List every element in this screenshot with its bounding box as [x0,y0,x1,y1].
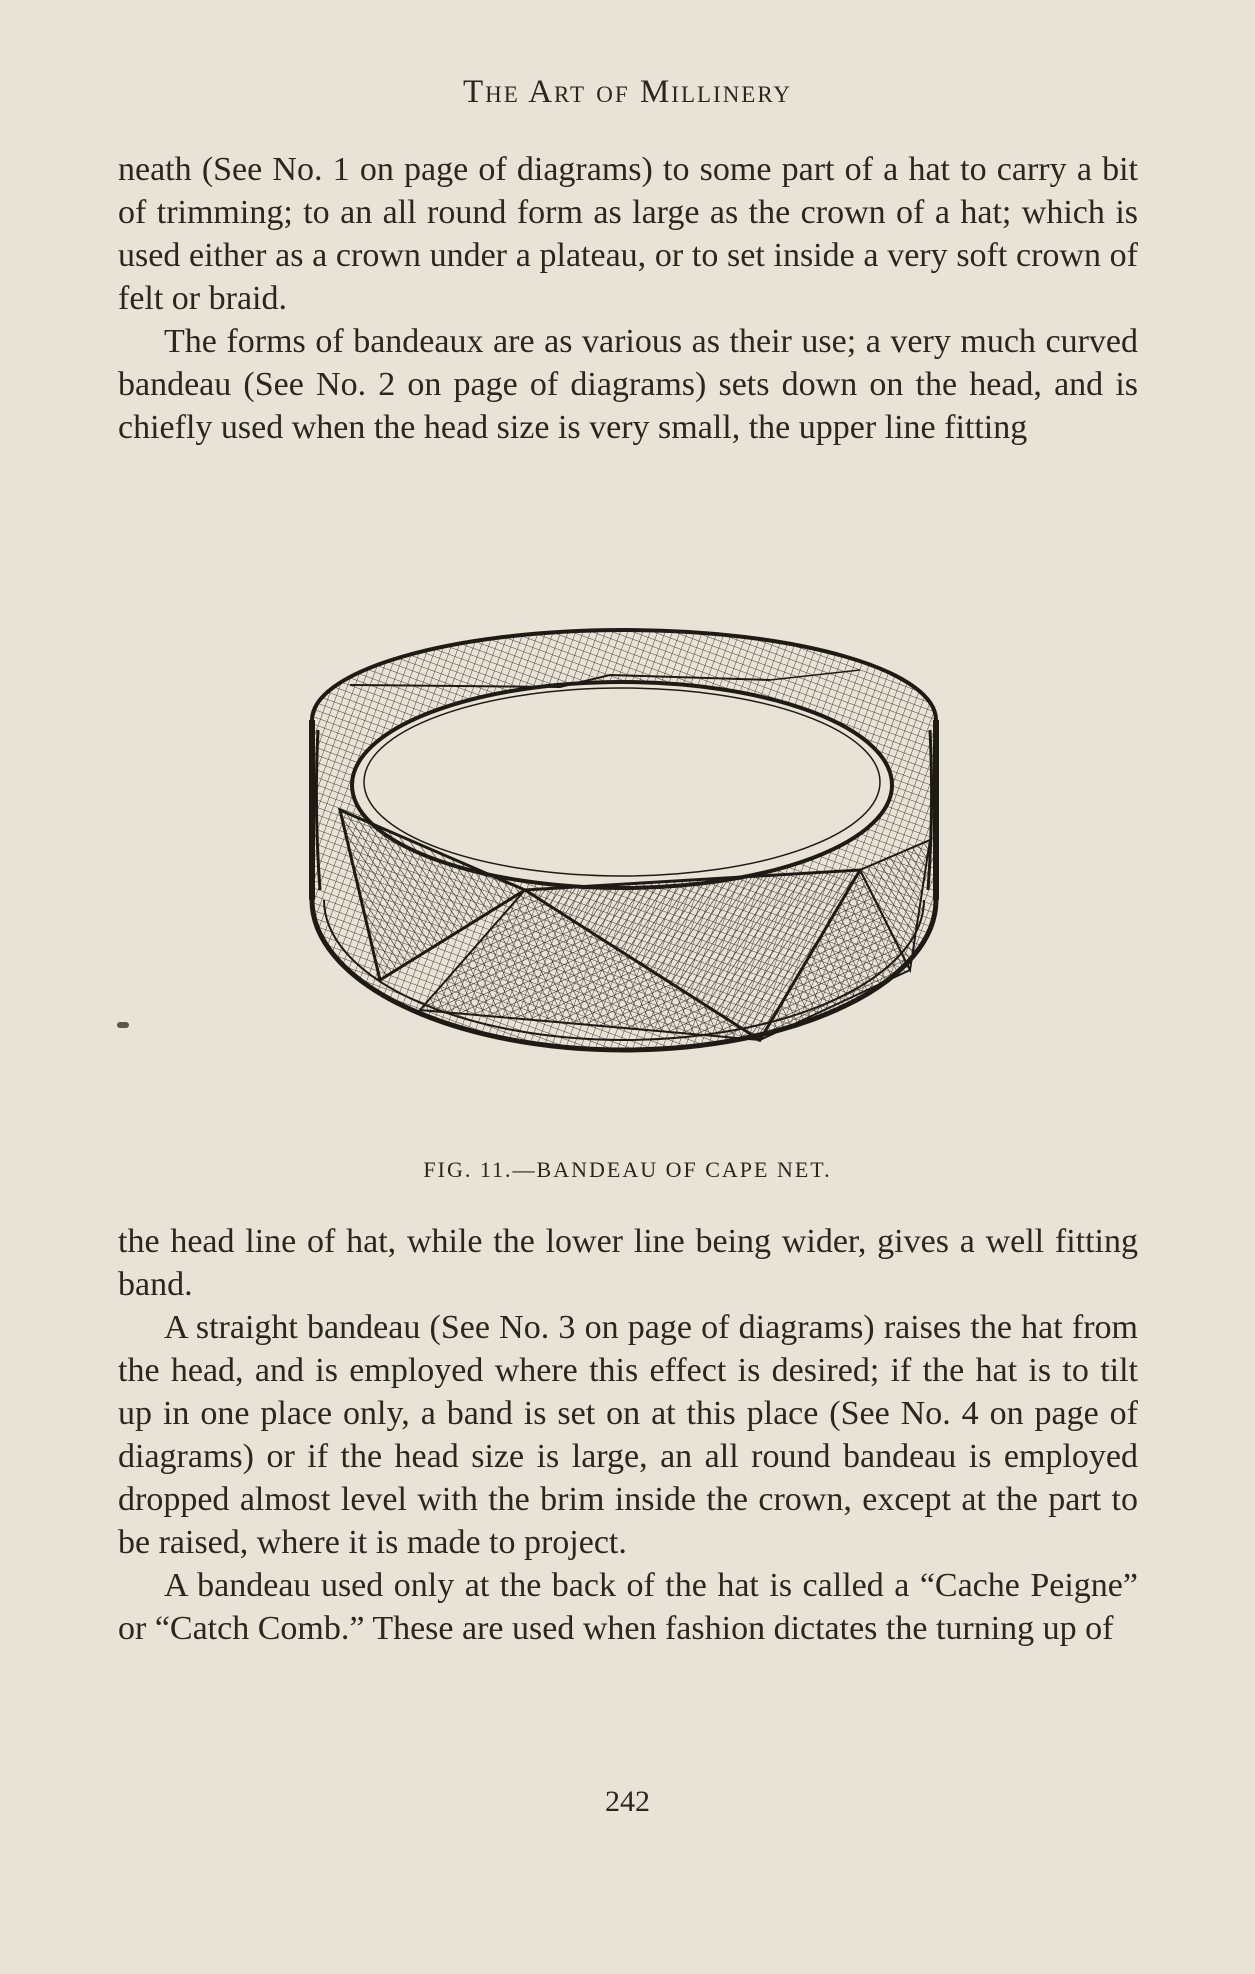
print-blemish [117,1022,129,1028]
paragraph: neath (See No. 1 on page of diagrams) to some part of a hat to carry a bit of trimming; to an all round form as large as the crown of a hat; which is used either as a crown under a plateau, or to set inside a very soft crown of felt or braid. [118,151,1138,317]
page-number: 242 [605,1785,650,1818]
bandeau-illustration [300,570,950,1150]
paragraph: A bandeau used only at the back of the hat is called a “Cache Peigne” or “Catch Comb.” These are used when fashion dictates the turning up of [118,1567,1138,1647]
paragraph: The forms of bandeaux are as various as their use; a very much curved bandeau (See No. 2 on page of diagrams) sets down on the head, and is chiefly used when the head size is very small, the upper line fitting [118,323,1138,446]
paragraph: the head line of hat, while the lower line being wider, gives a well fitting band. [118,1223,1138,1303]
text-block-bottom [118,1220,1138,1650]
figure-caption: FIG. 11.—BANDEAU OF CAPE NET. [423,1157,832,1182]
text-block-top [118,148,1138,449]
paragraph: A straight bandeau (See No. 3 on page of diagrams) raises the hat from the head, and is employed where this effect is desired; if the hat is to tilt up in one place only, a band is set on at this place (See No. 4 on page of diagrams) or if the head size is large, an all round bandeau is employed dropped almost level with the brim inside the crown, except at the part to be raised, where it is made to project. [118,1309,1138,1561]
running-head: The Art of Millinery [462,74,793,110]
